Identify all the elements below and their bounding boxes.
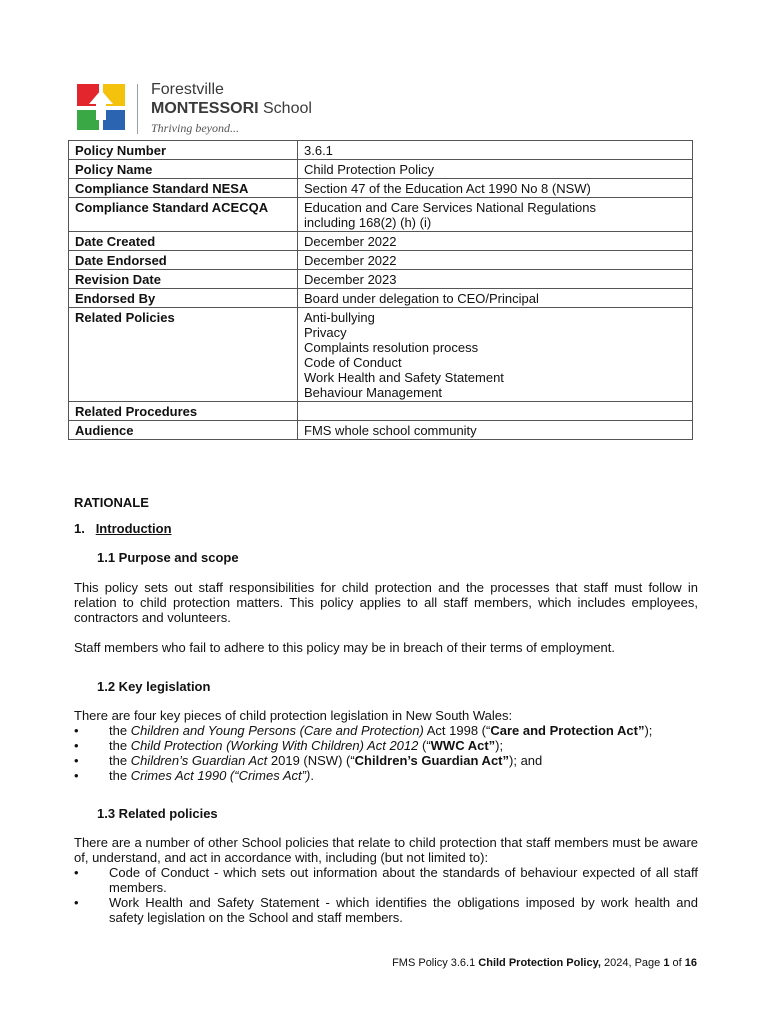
- policy-field-label: Compliance Standard NESA: [69, 179, 298, 198]
- policy-field-value: [298, 421, 693, 440]
- policy-table-row: [69, 421, 693, 440]
- policy-field-value: [298, 308, 693, 402]
- legislation-item: • the Children and Young Persons (Care and Protection) Act 1998 (“Care and Protection Act”);: [74, 723, 698, 738]
- section-1-2-intro: There are four key pieces of child protection legislation in New South Wales:: [74, 708, 513, 723]
- introduction-heading: 1. Introduction: [74, 521, 172, 536]
- policy-field-value: [298, 270, 693, 289]
- policy-table-row: [69, 289, 693, 308]
- policy-table-row: [69, 179, 693, 198]
- policy-table-row: [69, 232, 693, 251]
- legislation-list: [74, 723, 698, 783]
- school-logo: [73, 80, 329, 136]
- section-1-3-intro: There are a number of other School policies that relate to child protection that staff members must be aware of, understand, and act in accordance with, including (but not limited to):: [74, 835, 698, 865]
- policy-value-line: Anti-bullying: [304, 310, 375, 325]
- logo-tagline: Thriving beyond...: [151, 121, 239, 135]
- policy-value-line: Board under delegation to CEO/Principal: [304, 291, 539, 306]
- policy-field-value: [298, 232, 693, 251]
- policy-field-label: Policy Number: [69, 141, 298, 160]
- related-policy-item: • Code of Conduct - which sets out information about the standards of behaviour expected of all staff members.: [74, 865, 698, 895]
- legislation-item: • the Child Protection (Working With Children) Act 2012 (“WWC Act”);: [74, 738, 698, 753]
- logo-name-line1: Forestville: [151, 81, 224, 98]
- policy-field-label: Audience: [69, 421, 298, 440]
- section-1-1-paragraph-1: This policy sets out staff responsibilities for child protection and the processes that staff must follow in relation to child protection matters. This policy applies to all staff members, which includes employees, contractors and volunteers.: [74, 580, 698, 625]
- policy-field-label: Date Endorsed: [69, 251, 298, 270]
- legislation-item: • the Children’s Guardian Act 2019 (NSW) (“Children’s Guardian Act”); and: [74, 753, 698, 768]
- policy-table-row: [69, 251, 693, 270]
- section-1-2-heading: 1.2 Key legislation: [97, 679, 211, 694]
- policy-table-row: [69, 141, 693, 160]
- policy-table-row: [69, 402, 693, 421]
- policy-value-line: Section 47 of the Education Act 1990 No 8 (NSW): [304, 181, 591, 196]
- policy-table-row: [69, 160, 693, 179]
- section-1-1-heading: 1.1 Purpose and scope: [97, 550, 239, 565]
- section-1-1-paragraph-2: Staff members who fail to adhere to this policy may be in breach of their terms of employment.: [74, 640, 615, 655]
- policy-field-value: [298, 289, 693, 308]
- section-1-3-heading: 1.3 Related policies: [97, 806, 218, 821]
- policy-field-value: [298, 198, 693, 232]
- document-body: [74, 495, 698, 925]
- montessori-logo-mark-icon: [73, 80, 129, 134]
- policy-value-line: December 2023: [304, 272, 397, 287]
- policy-field-label: Related Procedures: [69, 402, 298, 421]
- policy-value-line: 3.6.1: [304, 143, 333, 158]
- policy-field-value: [298, 141, 693, 160]
- policy-field-label: Date Created: [69, 232, 298, 251]
- policy-field-value: [298, 251, 693, 270]
- policy-value-line: December 2022: [304, 234, 397, 249]
- rationale-heading: RATIONALE: [74, 495, 149, 510]
- policy-value-line: Child Protection Policy: [304, 162, 435, 177]
- policy-table-row: [69, 198, 693, 232]
- policy-value-line: including 168(2) (h) (i): [304, 215, 432, 230]
- policy-field-label: Policy Name: [69, 160, 298, 179]
- policy-value-line: [304, 404, 686, 419]
- policy-value-line: Work Health and Safety Statement: [304, 370, 504, 385]
- logo-name-line2: MONTESSORI School: [151, 100, 312, 117]
- policy-field-value: [298, 160, 693, 179]
- policy-value-line: Code of Conduct: [304, 355, 402, 370]
- policy-field-value: [298, 402, 693, 421]
- policy-value-line: FMS whole school community: [304, 423, 477, 438]
- related-policy-item: • Work Health and Safety Statement - which identifies the obligations imposed by work health and safety legislation on the School and staff members.: [74, 895, 698, 925]
- policy-field-value: [298, 179, 693, 198]
- logo-divider: [137, 84, 138, 134]
- policy-field-label: Endorsed By: [69, 289, 298, 308]
- policy-field-label: Revision Date: [69, 270, 298, 289]
- policy-value-line: Complaints resolution process: [304, 340, 479, 355]
- policy-details-table: [68, 140, 693, 440]
- policy-value-line: December 2022: [304, 253, 397, 268]
- policy-table-row: [69, 270, 693, 289]
- policy-field-label: Related Policies: [69, 308, 298, 402]
- policy-field-label: Compliance Standard ACECQA: [69, 198, 298, 232]
- policy-value-line: Behaviour Management: [304, 385, 443, 400]
- related-policies-list: [74, 865, 698, 925]
- page-footer: FMS Policy 3.6.1 Child Protection Policy, 2024, Page 1 of 16: [392, 957, 697, 969]
- policy-value-line: Education and Care Services National Regulations: [304, 200, 596, 215]
- policy-value-line: Privacy: [304, 325, 347, 340]
- policy-table-row: [69, 308, 693, 402]
- legislation-item: • the Crimes Act 1990 (“Crimes Act”).: [74, 768, 698, 783]
